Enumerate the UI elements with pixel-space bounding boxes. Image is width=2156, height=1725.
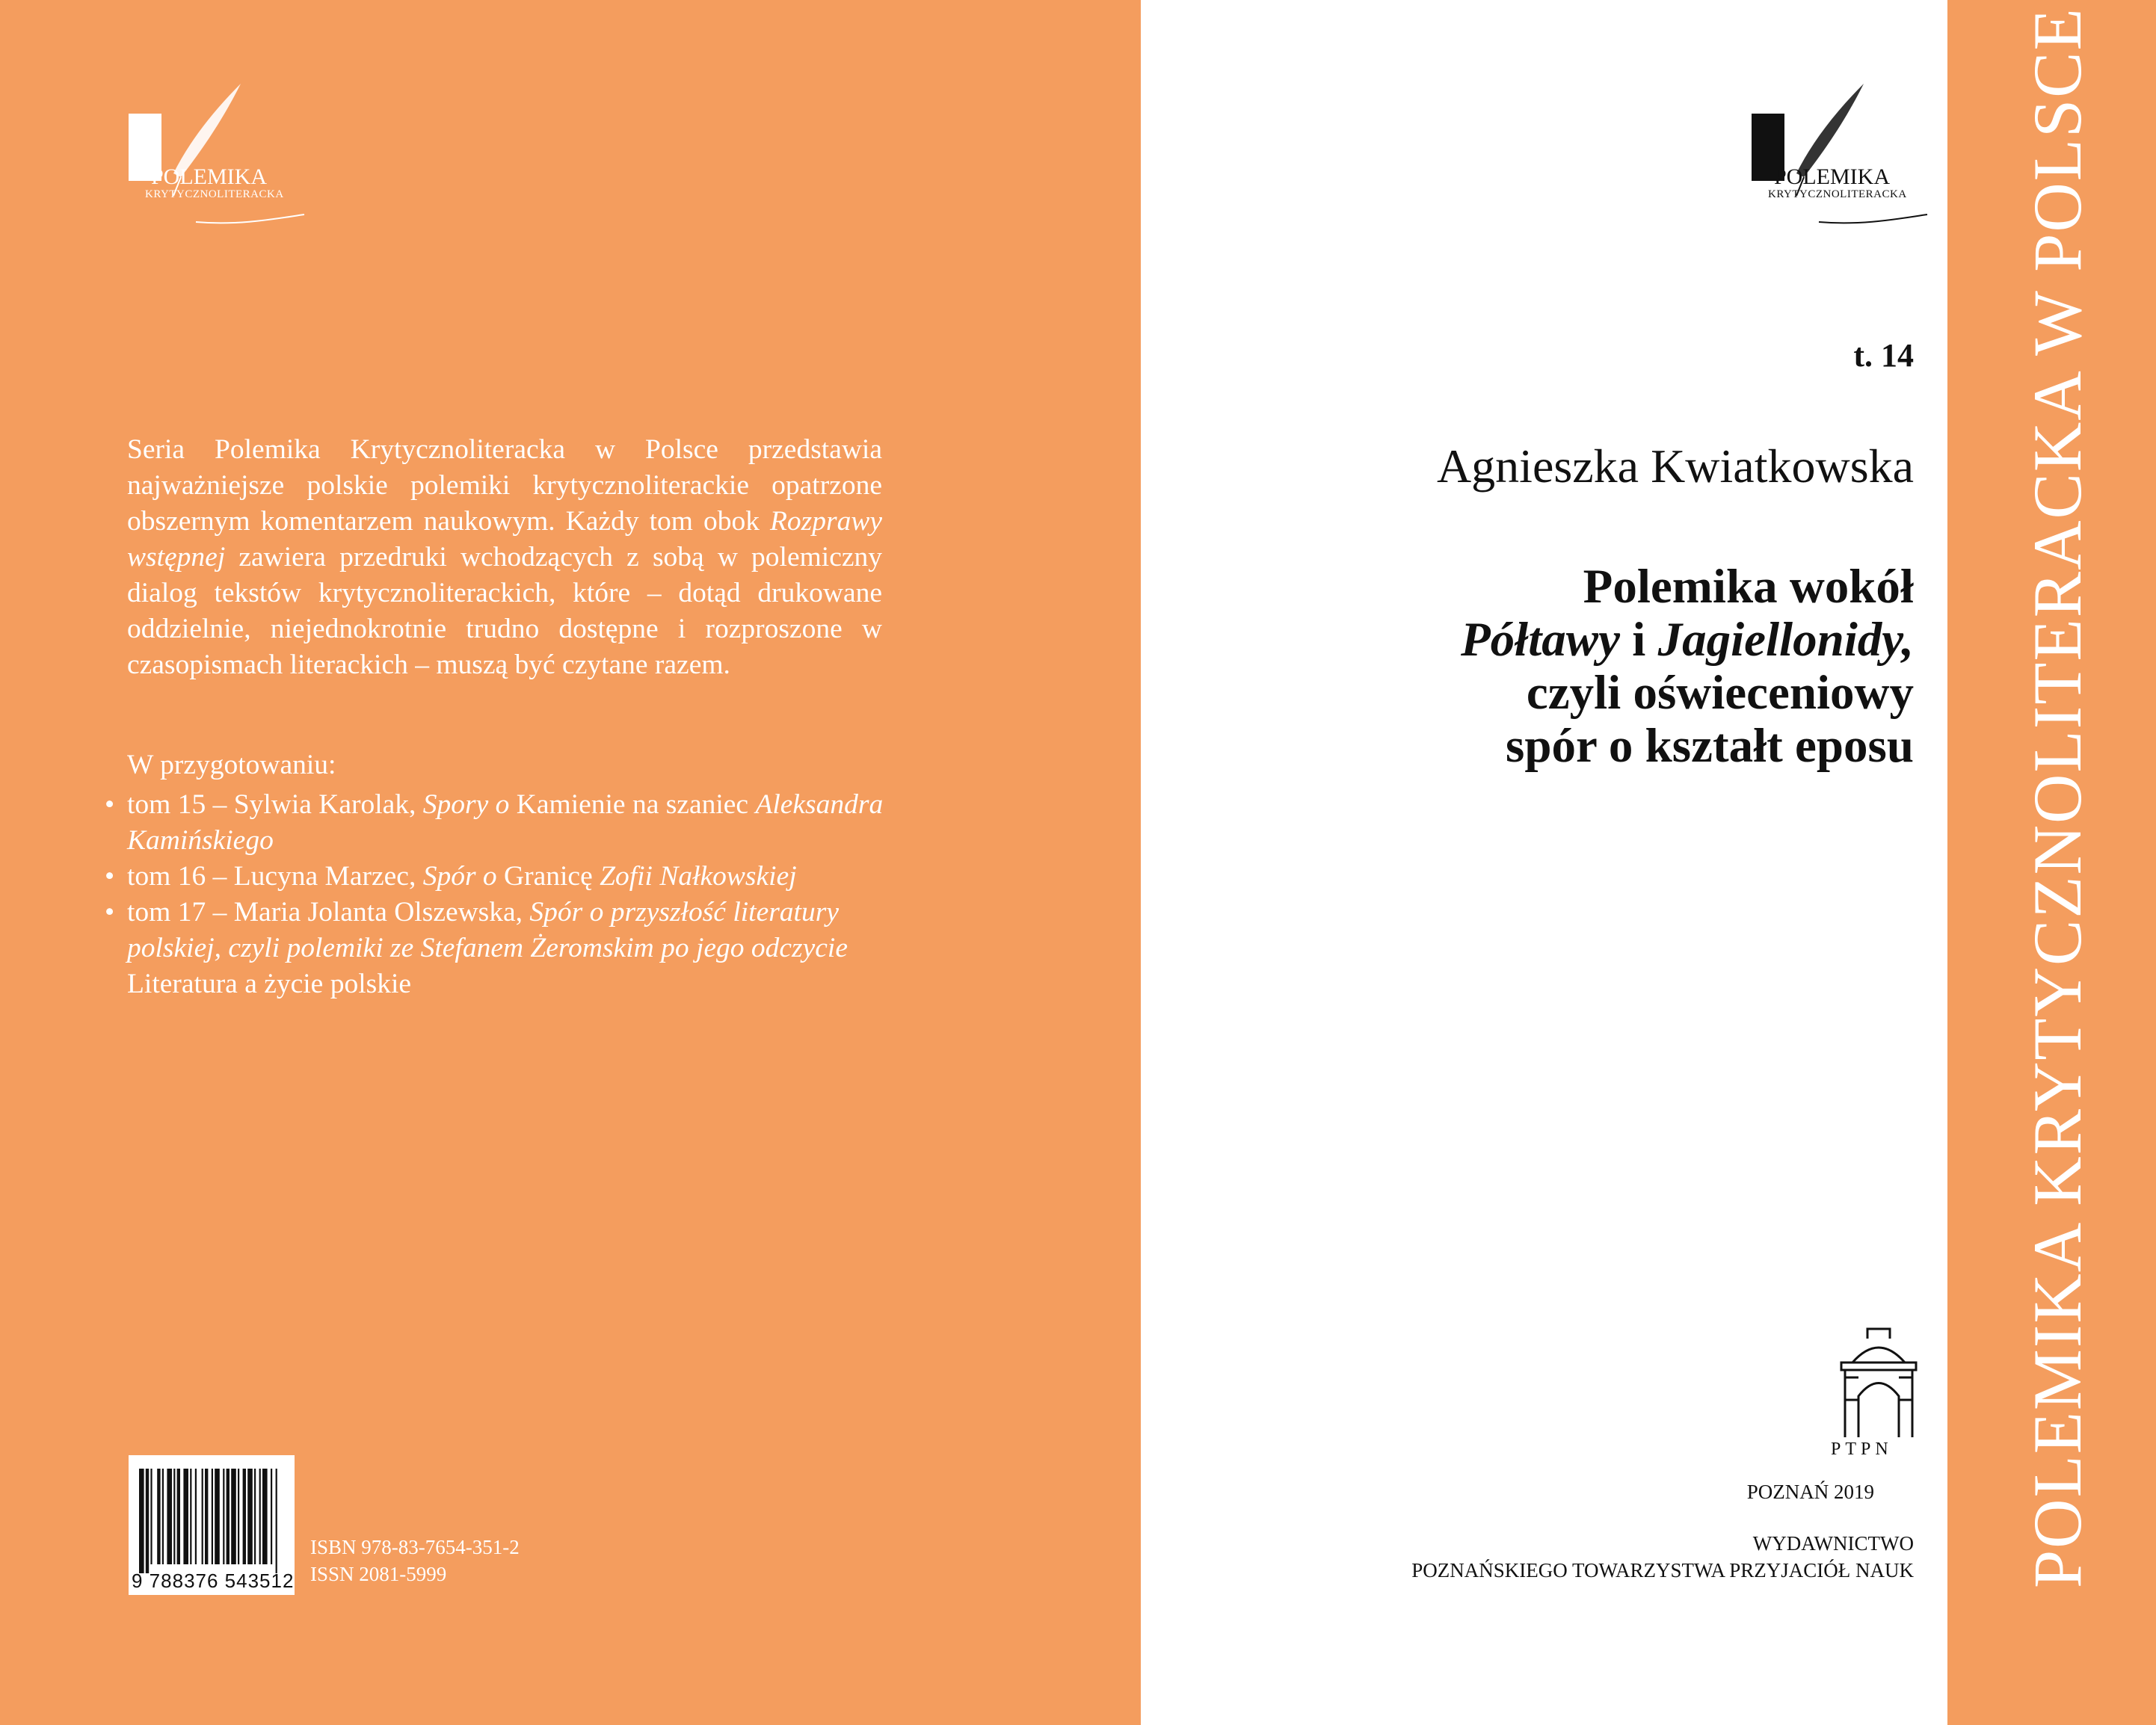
barcode-bar bbox=[150, 1469, 152, 1564]
title-line: Polemika wokół bbox=[1583, 560, 1914, 614]
barcode-bar bbox=[139, 1469, 144, 1573]
barcode-bar bbox=[215, 1469, 220, 1564]
barcode-bar bbox=[223, 1469, 224, 1564]
description-italic: Rozprawy wstępnej bbox=[127, 506, 882, 573]
book-title bbox=[1241, 561, 1914, 773]
title-line: Półtawy i Jagiellonidy, bbox=[1460, 613, 1914, 667]
barcode-bar bbox=[276, 1469, 277, 1573]
barcode-bar bbox=[212, 1469, 213, 1564]
barcode-bar bbox=[190, 1469, 191, 1564]
isbn: ISBN 978-83-7654-351-2 bbox=[310, 1536, 520, 1558]
barcode-bar bbox=[238, 1469, 239, 1564]
publisher bbox=[1411, 1530, 1914, 1584]
bullet-icon: • bbox=[105, 789, 115, 820]
barcode-bar bbox=[231, 1469, 236, 1564]
series-description bbox=[127, 432, 882, 683]
publisher-line: POZNAŃSKIEGO TOWARZYSTWA PRZYJACIÓŁ NAUK bbox=[1411, 1559, 1914, 1581]
barcode bbox=[129, 1455, 295, 1595]
volume-number: t. 14 bbox=[1853, 337, 1914, 374]
title-line: spór o kształt eposu bbox=[1506, 719, 1914, 773]
barcode-bar bbox=[271, 1469, 272, 1564]
barcode-bar bbox=[146, 1469, 149, 1573]
barcode-bar bbox=[254, 1469, 256, 1564]
barcode-bar bbox=[202, 1469, 203, 1564]
barcode-bar bbox=[195, 1469, 197, 1564]
publisher-line: WYDAWNICTWO bbox=[1752, 1532, 1914, 1555]
front-cover bbox=[1141, 0, 1947, 1725]
list-item: • tom 15 – Sylwia Karolak, Spory o Kamienie na szaniec Aleksandra Kamińskiego bbox=[105, 787, 927, 859]
description-text: Seria Polemika Krytycznoliteracka w Polsce przedstawia najważniejsze polskie polemiki krytycznoliterackie opatrzone obszernym komentarzem naukowym. Każdy tom obok bbox=[127, 434, 882, 537]
quill-icon bbox=[1752, 84, 1931, 233]
barcode-bar bbox=[259, 1469, 261, 1564]
barcode-bar bbox=[183, 1469, 188, 1564]
barcode-bar bbox=[205, 1469, 208, 1564]
list-item: • tom 16 – Lucyna Marzec, Spór o Granicę Zofii Nałkowskiej bbox=[105, 859, 927, 895]
spine-title: POLEMIKA KRYTYCZNOLITERACKA W POLSCE bbox=[2019, 7, 2095, 1588]
quill-icon bbox=[129, 84, 308, 233]
barcode-bar bbox=[243, 1469, 246, 1564]
place-year: POZNAŃ 2019 bbox=[1746, 1481, 1874, 1503]
isbn-block bbox=[310, 1534, 520, 1587]
description-text-end: zawiera przedruki wchodzących z sobą w polemiczny dialog tekstów krytycznoliterackich, które – dotąd drukowane oddzielnie, niejednokrotnie trudno dostępne i rozproszone w czasopismach literackich – muszą być czytane razem. bbox=[127, 542, 882, 680]
logo-name: POLEMIKA bbox=[1774, 164, 1890, 189]
bullet-icon: • bbox=[105, 897, 115, 928]
barcode-bar bbox=[167, 1469, 172, 1564]
barcode-bar bbox=[173, 1469, 175, 1564]
logo-subtitle: KRYTYCZNOLITERACKA bbox=[145, 188, 284, 200]
logo-subtitle: KRYTYCZNOLITERACKA bbox=[1768, 188, 1907, 200]
ptpn-label: PTPN bbox=[1831, 1439, 1893, 1459]
series-logo-back bbox=[129, 84, 308, 233]
barcode-bar bbox=[247, 1469, 253, 1564]
bullet-icon: • bbox=[105, 861, 115, 892]
issn: ISSN 2081-5999 bbox=[310, 1563, 447, 1585]
barcode-bar bbox=[262, 1469, 268, 1564]
logo-name: POLEMIKA bbox=[151, 164, 267, 189]
list-item: • tom 17 – Maria Jolanta Olszewska, Spór o przyszłość literatury polskiej, czyli polemiki ze Stefanem Żeromskim po jego odczycie Literatura a życie polskie bbox=[105, 895, 927, 1002]
in-preparation-heading: W przygotowaniu: bbox=[127, 750, 336, 780]
series-logo-front bbox=[1752, 84, 1931, 233]
author-name: Agnieszka Kwiatkowska bbox=[1436, 439, 1914, 493]
barcode-bar bbox=[162, 1469, 164, 1564]
forthcoming-list bbox=[105, 787, 927, 1002]
barcode-bar bbox=[227, 1469, 230, 1564]
barcode-bar bbox=[157, 1469, 160, 1564]
barcode-bar bbox=[177, 1469, 180, 1564]
barcode-digits: 9 788376 543512 bbox=[132, 1570, 295, 1592]
title-line: czyli oświeceniowy bbox=[1526, 666, 1914, 720]
